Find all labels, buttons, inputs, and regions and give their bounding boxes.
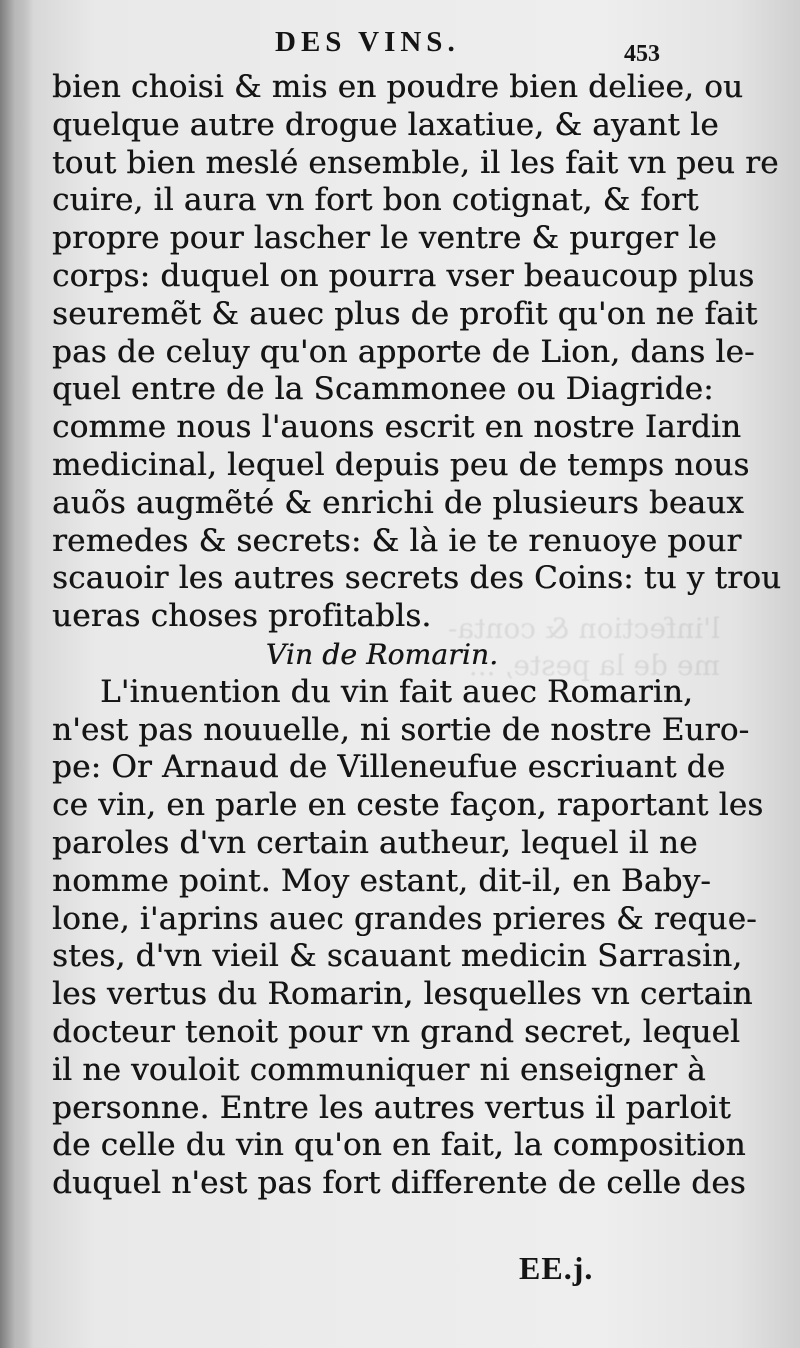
body-line: tout bien meslé ensemble, il les fait vn peu re — [52, 144, 779, 181]
section-heading: Vin de Romarin. — [265, 637, 499, 671]
section-line: n'est pas nouuelle, ni sortie de nostre Euro- — [52, 711, 750, 748]
body-line: pas de celuy qu'on apporte de Lion, dans le- — [52, 333, 755, 370]
body-line: quel entre de la Scammonee ou Diagride: — [52, 371, 714, 408]
section-line: docteur tenoit pour vn grand secret, lequel — [52, 1013, 741, 1050]
signature-mark: EE.j. — [519, 1250, 594, 1286]
body-line: seuremẽt & auec plus de profit qu'on ne fait — [52, 295, 758, 332]
body-line: cuire, il aura vn fort bon cotignat, & fort — [52, 182, 699, 219]
body-line: remedes & secrets: & là ie te renuoye pour — [52, 522, 742, 559]
section-line: il ne vouloit communiquer ni enseigner à — [52, 1051, 706, 1088]
main-text-block — [52, 69, 782, 1203]
page-gutter-shadow — [0, 0, 34, 1348]
section-line: L'inuention du vin fait auec Romarin, — [100, 673, 694, 710]
body-line: corps: duquel on pourra vser beaucoup plus — [52, 257, 755, 294]
section-line: lone, i'aprins auec grandes prieres & reque- — [52, 900, 757, 937]
body-line: scauoir les autres secrets des Coins: tu y trou — [52, 560, 782, 597]
body-line: medicinal, lequel depuis peu de temps nous — [52, 446, 750, 483]
section-line: stes, d'vn vieil & scauant medicin Sarrasin, — [52, 938, 743, 975]
section-line: les vertus du Romarin, lesquelles vn certain — [52, 976, 753, 1013]
bleed-through-line: me de la peste, ... — [468, 649, 720, 682]
running-head: DES VINS. — [275, 26, 460, 58]
section-line: personne. Entre les autres vertus il parloit — [52, 1089, 731, 1126]
section-line: nomme point. Moy estant, dit-il, en Baby- — [52, 862, 711, 899]
section-line: ce vin, en parle en ceste façon, raportant les — [52, 787, 764, 824]
section-line: duquel n'est pas fort differente de celle des — [52, 1165, 746, 1202]
section-line: pe: Or Arnaud de Villeneufue escriuant de — [52, 749, 726, 786]
section-line: paroles d'vn certain autheur, lequel il ne — [52, 824, 698, 861]
body-line: auõs augmẽté & enrichi de plusieurs beaux — [52, 484, 744, 521]
body-line: propre pour lascher le ventre & purger le — [52, 220, 717, 257]
page-number: 453 — [624, 41, 660, 67]
body-line: ueras choses profitabls. — [52, 598, 432, 635]
section-line: de celle du vin qu'on en fait, la composition — [52, 1127, 746, 1164]
bleed-through-line: l'infection & conta- — [447, 612, 720, 645]
body-line: comme nous l'auons escrit en nostre Iardin — [52, 409, 742, 446]
body-line: bien choisi & mis en poudre bien deliee, ou — [52, 69, 744, 105]
body-line: quelque autre drogue laxatiue, & ayant le — [52, 106, 719, 143]
